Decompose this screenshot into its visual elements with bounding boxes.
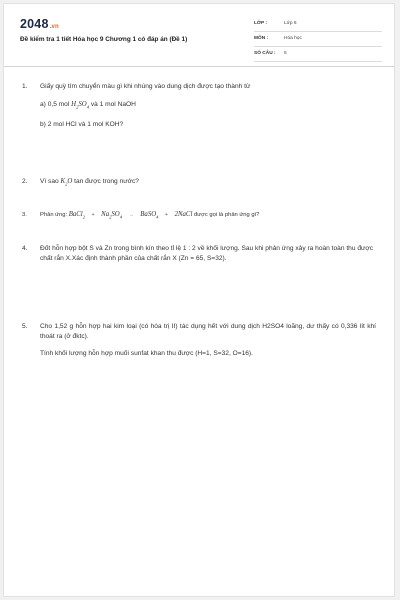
question-text: Giấy quỳ tím chuyển màu gì khi nhúng vào dung dịch được tạo thành từ <box>40 83 251 90</box>
meta-value: Lớp 6 <box>284 21 297 26</box>
question-number: 3. <box>22 212 27 218</box>
exam-page <box>3 3 395 597</box>
formula-subscript: 2 <box>76 104 79 110</box>
formula-part: SO <box>78 101 87 108</box>
formula-part: K <box>60 178 66 185</box>
formula-baso4 <box>140 211 158 218</box>
reaction-arrow: → <box>128 212 134 218</box>
question-number: 4. <box>22 245 28 252</box>
meta-row-subject <box>254 32 382 47</box>
formula-part: BaSO <box>140 211 157 218</box>
page-title: Đề kiểm tra 1 tiết Hóa học 9 Chương 1 có đáp án (Đề 1) <box>20 36 188 43</box>
formula-k2o <box>61 178 73 185</box>
formula-subscript: 4 <box>119 214 123 220</box>
question-suffix: được gọi là phản ứng gì? <box>193 212 260 218</box>
question-prefix: Phản ứng: <box>40 212 68 218</box>
question-part-a <box>40 100 376 112</box>
question-5 <box>22 322 376 359</box>
question-part-b: b) 2 mol HCl và 1 mol KOH? <box>40 121 124 129</box>
question-4 <box>22 244 376 264</box>
logo-tld: .vn <box>49 24 59 30</box>
question-number: 5. <box>22 323 28 330</box>
question-number: 2. <box>22 178 28 185</box>
plus-sign: + <box>91 212 95 218</box>
part-a-suffix: và 1 mol NaOH <box>90 101 136 108</box>
exam-header <box>4 4 394 67</box>
question-text <box>40 210 376 222</box>
formula-na2so4 <box>101 211 122 218</box>
formula-part: SO <box>111 211 120 218</box>
formula-h2so4 <box>71 101 89 108</box>
question-text <box>40 177 376 189</box>
question-prefix: Vì sao <box>40 178 59 185</box>
plus-sign: + <box>165 212 168 218</box>
formula-subscript: 2 <box>109 214 112 220</box>
meta-label: MÔN : <box>254 36 269 41</box>
question-3 <box>22 210 376 222</box>
exam-meta <box>254 17 382 62</box>
meta-value: Hóa học <box>284 36 302 41</box>
question-text: Cho 1,52 g hỗn hợp hai kim loại (có hóa trị II) tác dụng hết với dung dịch H2SO4 loãng, dư thấy có 0,336 lít khí thoát ra (ở đktc). <box>40 323 376 340</box>
formula-subscript: 2 <box>65 181 68 187</box>
meta-row-count <box>254 47 382 62</box>
meta-label: SỐ CÂU : <box>254 51 276 56</box>
question-1 <box>22 82 376 130</box>
formula-subscript: 2 <box>82 214 85 220</box>
formula-part: Na <box>101 211 110 218</box>
meta-row-class <box>254 17 382 32</box>
formula-bacl2 <box>69 211 85 218</box>
question-number: 1. <box>22 83 28 90</box>
formula-part: O <box>67 178 73 185</box>
formula-subscript: 4 <box>86 104 89 110</box>
question-text: Đốt hỗn hợp bột S và Zn trong bình kín theo tỉ lệ 1 : 2 về khối lượng. Sau khi phản ứng xảy ra hoàn toàn thu được chất rắn X.Xác định thành phần của chất rắn X (Zn = 65, S=32). <box>40 245 374 262</box>
formula-subscript: 4 <box>156 214 159 220</box>
site-logo[interactable] <box>20 17 59 31</box>
logo-text: 2048 <box>20 17 49 31</box>
question-2 <box>22 177 376 189</box>
meta-value: 5 <box>284 51 287 56</box>
question-suffix: tan được trong nước? <box>74 178 139 185</box>
formula-part: BaCl <box>68 211 83 218</box>
question-text-2: Tính khối lượng hỗn hợp muối sunfat khan thu được (H=1, S=32, O=16). <box>40 350 253 357</box>
formula-nacl: 2NaCl <box>174 211 193 218</box>
formula-part: H <box>71 101 77 108</box>
meta-label: LỚP : <box>254 21 268 26</box>
part-a-prefix: a) 0,5 mol <box>40 101 70 108</box>
